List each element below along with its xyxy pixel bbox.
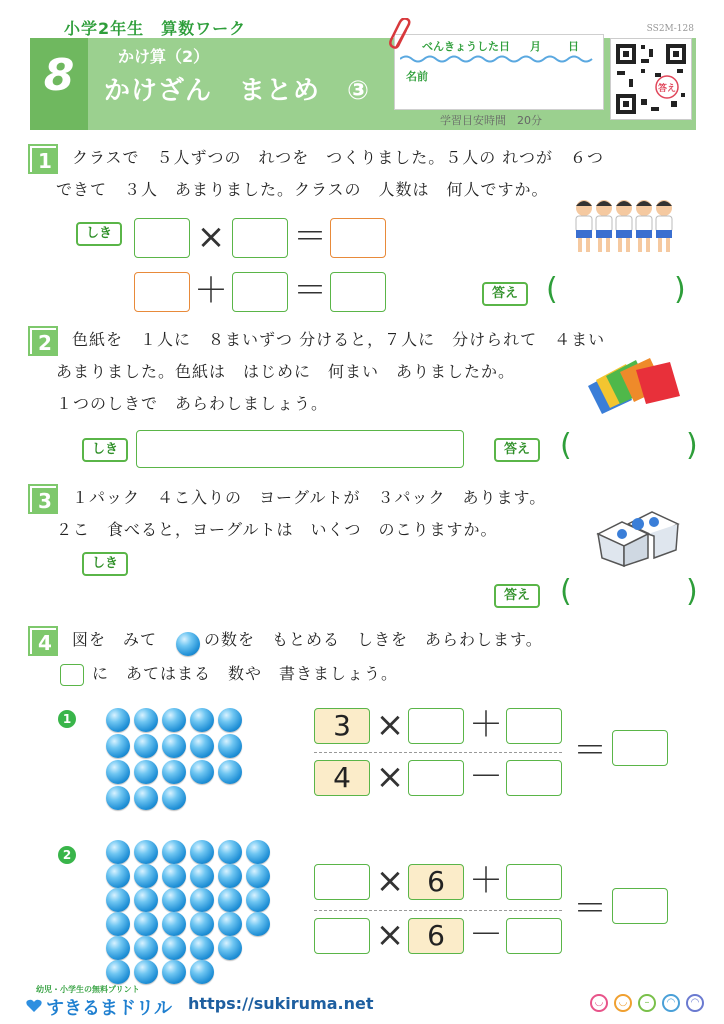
subtitle: かけ算（2） (118, 47, 210, 66)
answer-label: 答え (482, 282, 528, 306)
times-sign: × (196, 217, 226, 257)
ball-icon (246, 912, 270, 936)
answer-paren-close: ) (686, 428, 698, 463)
answer-paren-open: ( (560, 574, 572, 609)
answer-paren-open: ( (560, 428, 572, 463)
ball-icon (134, 960, 158, 984)
equals-sign: ＝ (293, 217, 327, 257)
problem4-text-line1a: 図を みて (72, 630, 158, 649)
page-title: かけざん まとめ ③ (104, 76, 371, 106)
q2-result-box[interactable] (612, 888, 668, 924)
ball-icon (218, 888, 242, 912)
heart-icon (26, 998, 42, 1012)
ball-icon (162, 708, 186, 732)
expression-input-2[interactable] (136, 430, 464, 468)
ball-icon (162, 760, 186, 784)
ball-grid-1 (106, 708, 256, 818)
ball-icon (106, 760, 130, 784)
very-sad-face-icon[interactable]: ◠ (686, 994, 704, 1012)
ball-icon (106, 734, 130, 758)
q2-top-box-3[interactable] (506, 864, 562, 900)
ball-icon (218, 840, 242, 864)
yogurt-illustration (592, 508, 684, 568)
ball-icon (190, 936, 214, 960)
problem2-text-line1: 色紙を １人に ８まいずつ 分けると，７人に 分けられて ４まい (72, 330, 606, 349)
colored-paper-illustration (584, 356, 686, 416)
neutral-face-icon[interactable]: – (638, 994, 656, 1012)
answer-box-1a[interactable] (134, 218, 190, 258)
ball-icon (190, 708, 214, 732)
ball-icon (190, 864, 214, 888)
ball-icon (134, 912, 158, 936)
qr-answer-label: 答え (658, 84, 677, 94)
ball-icon (218, 708, 242, 732)
times-sign: × (375, 705, 405, 745)
q1-top-box-3[interactable] (506, 708, 562, 744)
shiki-label: しき (82, 438, 128, 462)
q2-bottom-box-3[interactable] (506, 918, 562, 954)
equals-sign: ＝ (573, 889, 607, 929)
problem2-text-line3: １つのしきで あらわしましょう。 (56, 394, 329, 413)
problem-number-3: 3 (32, 488, 58, 514)
problem1-text-line2: できて ３人 あまりました。クラスの 人数は 何人ですか。 (56, 180, 549, 199)
problem4-text-line1b: の数を もとめる しきを あらわします。 (204, 630, 543, 649)
problem4-text-line2: に あてはまる 数や 書きましょう。 (92, 664, 399, 683)
study-time: 学習目安時間 20分 (440, 114, 542, 127)
ball-icon (134, 936, 158, 960)
q1-bottom-box-3[interactable] (506, 760, 562, 796)
ball-icon (134, 734, 158, 758)
name-label: 名前 (406, 70, 428, 83)
ball-icon (218, 760, 242, 784)
students-illustration (570, 196, 674, 258)
qr-pattern-icon (611, 39, 691, 119)
date-label: べんきょうした日 (422, 40, 510, 53)
blank-box-example (60, 664, 84, 686)
problem3-text-line2: ２こ 食べると，ヨーグルトは いくつ のこりますか。 (56, 520, 498, 539)
shiki-label: しき (76, 222, 122, 246)
ball-icon (218, 734, 242, 758)
q2-bottom-box-1[interactable] (314, 918, 370, 954)
qr-code[interactable] (610, 38, 692, 120)
subquestion-1-marker: 1 (58, 710, 76, 728)
plus-sign: ＋ (469, 705, 503, 745)
ball-icon (134, 888, 158, 912)
answer-paren-open: ( (546, 272, 558, 307)
answer-box-1b[interactable] (232, 218, 288, 258)
problem3-text-line1: １パック ４こ入りの ヨーグルトが ３パック あります。 (72, 488, 547, 507)
very-happy-face-icon[interactable]: ◡ (590, 994, 608, 1012)
answer-label: 答え (494, 438, 540, 462)
ball-icon (162, 786, 186, 810)
site-url[interactable]: https://sukiruma.net (188, 994, 374, 1013)
ball-icon (106, 786, 130, 810)
ball-icon (106, 864, 130, 888)
times-sign: × (375, 757, 405, 797)
minus-sign: － (469, 915, 503, 955)
q1-result-box[interactable] (612, 730, 668, 766)
ball-icon (246, 888, 270, 912)
answer-label: 答え (494, 584, 540, 608)
ball-icon (106, 840, 130, 864)
ball-icon (162, 936, 186, 960)
q2-top-mid-value: 6 (408, 864, 464, 900)
ball-icon (190, 912, 214, 936)
ball-icon (106, 708, 130, 732)
ball-icon (162, 840, 186, 864)
ball-grid-2 (106, 840, 276, 990)
problem-number-4: 4 (32, 630, 58, 656)
ball-icon (162, 912, 186, 936)
q1-top-box-2[interactable] (408, 708, 464, 744)
answer-paren-close: ) (674, 272, 686, 307)
ball-icon (106, 912, 130, 936)
problem2-text-line2: あまりました。色紙は はじめに 何まい ありましたか。 (56, 362, 516, 381)
grade-title: 小学2年生 算数ワーク (64, 19, 247, 38)
q2-bottom-mid-value: 6 (408, 918, 464, 954)
plus-sign: ＋ (469, 861, 503, 901)
ball-icon (162, 864, 186, 888)
problem1-text-line1: クラスで ５人ずつの れつを つくりました。５人の れつが ６つ (72, 148, 604, 167)
answer-box-1e[interactable] (232, 272, 288, 312)
equals-sign: ＝ (573, 731, 607, 771)
ball-icon (246, 864, 270, 888)
footer-tagline: 幼児・小学生の無料プリント (36, 985, 140, 994)
ball-icon (134, 708, 158, 732)
happy-face-icon[interactable]: ◡ (614, 994, 632, 1012)
ball-icon (190, 888, 214, 912)
worksheet-code: SS2M-128 (646, 24, 694, 34)
ball-icon (134, 840, 158, 864)
subquestion-2-marker: 2 (58, 846, 76, 864)
sad-face-icon[interactable]: ◠ (662, 994, 680, 1012)
times-sign: × (375, 915, 405, 955)
answer-paren-close: ) (686, 574, 698, 609)
q2-top-box-1[interactable] (314, 864, 370, 900)
day-label: 日 (568, 40, 579, 53)
answer-box-1f[interactable] (330, 272, 386, 312)
times-sign: × (375, 861, 405, 901)
wave-divider (400, 54, 596, 64)
q1-bottom-box-2[interactable] (408, 760, 464, 796)
paperclip-icon (388, 18, 416, 54)
ball-icon (106, 936, 130, 960)
ball-icon (134, 760, 158, 784)
ball-icon (190, 960, 214, 984)
answer-box-1c[interactable] (330, 218, 386, 258)
plus-sign: ＋ (194, 271, 228, 311)
q1-bottom-first-value: 4 (314, 760, 370, 796)
ball-icon (162, 960, 186, 984)
problem-number-2: 2 (32, 330, 58, 356)
ball-icon (106, 960, 130, 984)
answer-box-1d[interactable] (134, 272, 190, 312)
ball-icon (218, 864, 242, 888)
ball-icon (134, 786, 158, 810)
q1-top-first-value: 3 (314, 708, 370, 744)
shiki-label: しき (82, 552, 128, 576)
problem-number-1: 1 (32, 148, 58, 174)
ball-icon (176, 632, 200, 656)
ball-icon (162, 734, 186, 758)
ball-icon (162, 888, 186, 912)
ball-icon (218, 912, 242, 936)
ball-icon (190, 760, 214, 784)
ball-icon (218, 936, 242, 960)
equals-sign: ＝ (293, 271, 327, 311)
dashed-divider (314, 910, 562, 911)
dashed-divider (314, 752, 562, 753)
ball-icon (134, 864, 158, 888)
ball-icon (106, 888, 130, 912)
minus-sign: － (469, 757, 503, 797)
ball-icon (246, 840, 270, 864)
worksheet-number: 8 (43, 50, 75, 101)
brand-logo: すきるまドリル (46, 998, 172, 1019)
ball-icon (190, 734, 214, 758)
ball-icon (190, 840, 214, 864)
month-label: 月 (530, 40, 541, 53)
